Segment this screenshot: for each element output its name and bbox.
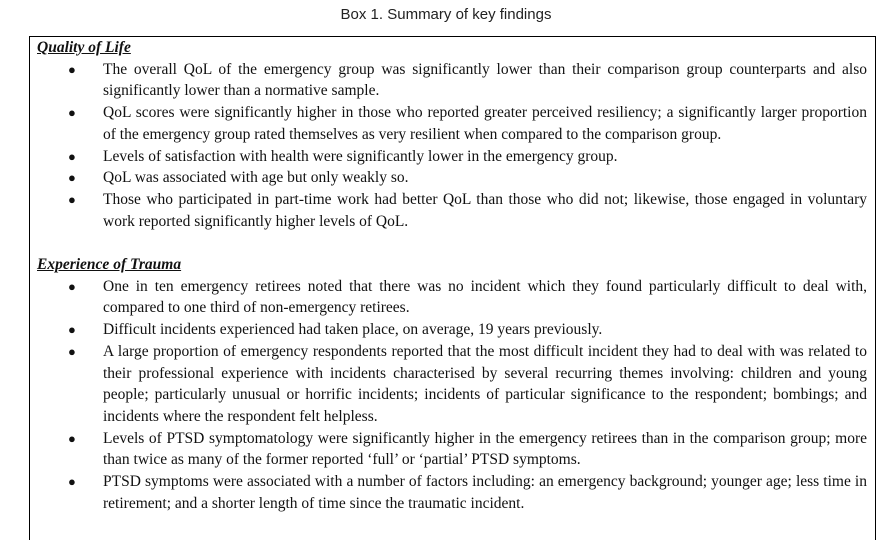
finding-text: Those who participated in part-time work had better QoL than those who did not; likewise, those engaged in voluntary work reported significantly higher levels of QoL.	[103, 190, 867, 230]
list-item	[30, 102, 875, 145]
bullet-icon: ●	[68, 278, 76, 294]
bullet-icon: ●	[68, 191, 76, 207]
findings-list	[30, 276, 875, 515]
section-experience-of-trauma	[30, 254, 875, 514]
key-findings-box	[29, 36, 876, 540]
finding-text: Levels of satisfaction with health were significantly lower in the emergency group.	[103, 147, 618, 165]
bullet-icon: ●	[68, 474, 76, 490]
section-title: Experience of Trauma	[37, 256, 182, 273]
bullet-icon: ●	[68, 170, 76, 186]
list-item	[30, 276, 875, 319]
list-item	[30, 428, 875, 471]
finding-text: One in ten emergency retirees noted that there was no incident which they found particularly difficult to deal with, compared to one third of non-emergency retirees.	[103, 277, 867, 317]
list-item	[30, 189, 875, 232]
finding-text: QoL scores were significantly higher in those who reported greater perceived resiliency; a significantly larger proportion of the emergency group rated themselves as very resilient when compared to the comparison group.	[103, 104, 867, 143]
section-quality-of-life	[30, 37, 875, 232]
finding-text: A large proportion of emergency respondents reported that the most difficult incident they had to deal with was related to their professional experience with incidents characterised by several recurring themes involving: children and young people; particularly unusual or horrific incidents; incidents of particular significance to the respondent; bombings; and incidents where the respondent felt helpless.	[103, 342, 867, 425]
finding-text: QoL was associated with age but only weakly so.	[103, 169, 409, 187]
bullet-icon: ●	[68, 105, 76, 121]
bullet-icon: ●	[68, 430, 76, 446]
bullet-icon: ●	[68, 322, 76, 338]
list-item	[30, 167, 875, 189]
list-item	[30, 59, 875, 102]
section-spacer	[30, 232, 875, 254]
bullet-icon: ●	[68, 343, 76, 359]
bullet-icon: ●	[68, 61, 76, 77]
list-item	[30, 471, 875, 514]
findings-list	[30, 59, 875, 233]
finding-text: Levels of PTSD symptomatology were significantly higher in the emergency retirees than in the comparison group; more than twice as many of the former reported ‘full’ or ‘partial’ PTSD symptoms.	[103, 429, 867, 469]
finding-text: Difficult incidents experienced had taken place, on average, 19 years previously.	[103, 321, 603, 339]
finding-text: The overall QoL of the emergency group was significantly lower than their comparison group counterparts and also significantly lower than a normative sample.	[103, 60, 867, 100]
list-item	[30, 146, 875, 168]
box-caption: Box 1. Summary of key findings	[340, 6, 552, 23]
bullet-icon: ●	[68, 148, 76, 164]
section-title: Quality of Life	[37, 39, 131, 56]
list-item	[30, 341, 875, 428]
finding-text: PTSD symptoms were associated with a number of factors including: an emergency background; younger age; less time in retirement; and a shorter length of time since the traumatic incident.	[103, 473, 867, 512]
list-item	[30, 319, 875, 341]
